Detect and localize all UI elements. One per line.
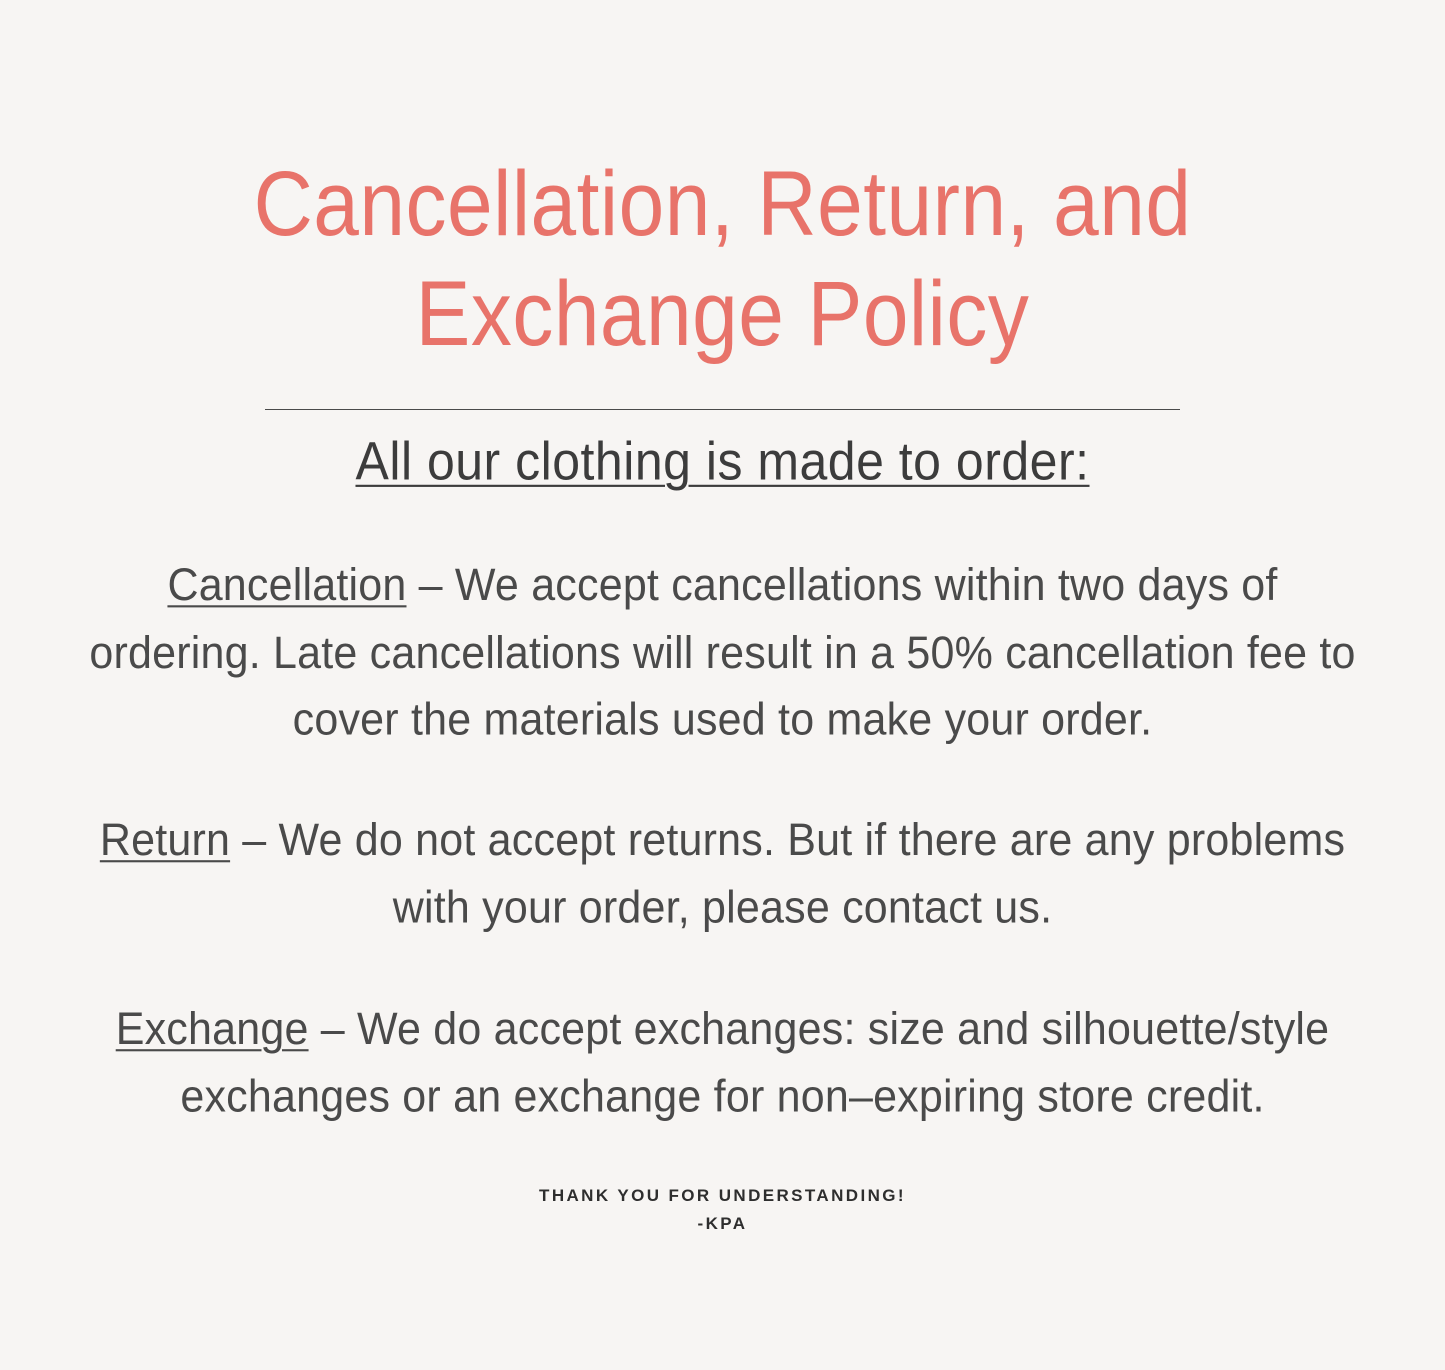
section-body-exchange: We do accept exchanges: size and silhouette/style exchanges or an exchange for non–expiring store credit. — [180, 1003, 1330, 1122]
policy-section-return — [78, 807, 1368, 942]
section-body-return: We do not accept returns. But if there are any problems with your order, please contact us. — [278, 814, 1346, 933]
section-term-cancellation: Cancellation — [167, 559, 407, 611]
policy-sections — [78, 558, 1368, 1127]
page-title: Cancellation, Return, and Exchange Policy — [253, 153, 1192, 366]
footer-signature: -KPA — [697, 1214, 748, 1233]
section-dash-exchange: – — [308, 1003, 357, 1055]
policy-section-cancellation — [78, 552, 1368, 754]
section-term-return: Return — [99, 814, 231, 866]
title-divider — [265, 409, 1180, 410]
section-dash-return: – — [230, 814, 279, 866]
section-term-exchange: Exchange — [115, 1003, 309, 1055]
policy-section-exchange — [78, 996, 1368, 1131]
subtitle: All our clothing is made to order: — [355, 430, 1090, 492]
section-body-cancellation: We accept cancellations within two days of ordering. Late cancellations will result in a 50% cancellation fee to cover the materials used to make your order. — [89, 559, 1356, 746]
footer-thank-you: THANK YOU FOR UNDERSTANDING! — [539, 1186, 906, 1205]
section-dash-cancellation: – — [406, 559, 455, 611]
footer — [539, 1186, 906, 1234]
